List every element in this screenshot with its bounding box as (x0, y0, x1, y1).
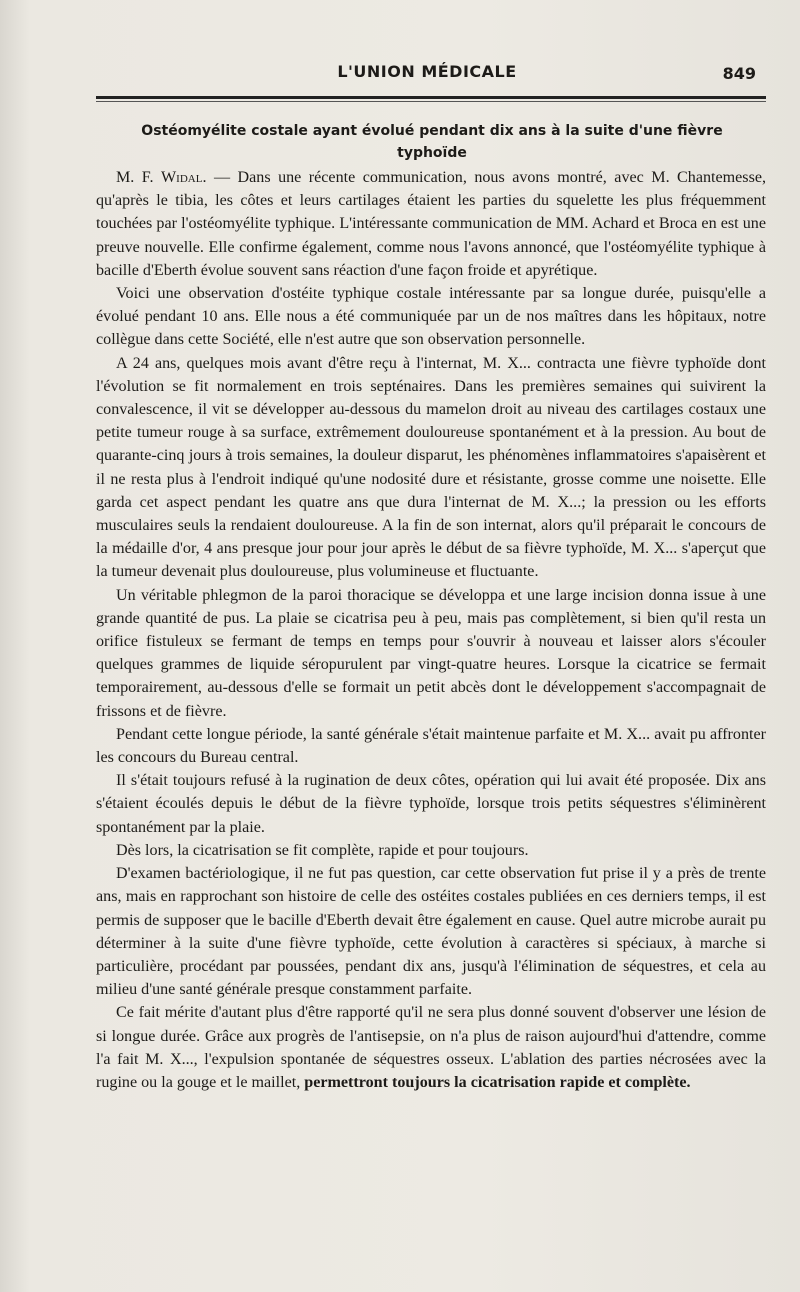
paragraph-4: Un véritable phlegmon de la paroi thoracique se développa et une large incision donna issue à une grande quantité de pus. La plaie se cicatrisa peu à peu, mais pas complètement, si bien qu'il resta un orifice fistuleux se fermant de temps en temps pour s'ouvrir à nouveau et laisser alors s'écouler quelques grammes de liquide séropurulent par vingt-quatre heures. Lorsque la cicatrice se fermait temporairement, au-dessous d'elle se formait un petit abcès dont le développement s'accompagnait de frissons et de fièvre. (96, 586, 766, 720)
paragraph-1 (96, 166, 766, 282)
article-title: Ostéomyélite costale ayant évolué pendant dix ans à la suite d'une fièvre typhoïde (141, 123, 723, 161)
running-header (96, 58, 758, 90)
author-prefix: M. F. (116, 169, 161, 186)
header-rule-thin (96, 101, 766, 102)
header-rule (96, 96, 766, 99)
paragraph-2: Voici une observation d'ostéite typhique costale intéressante par sa longue durée, puisqu'elle a évolué pendant 10 ans. Elle nous a été communiquée par un de nos maîtres dans les hôpitaux, notre collègue dans cette Société, elle n'est autre que son observation personnelle. (96, 285, 766, 349)
paragraph-6: Il s'était toujours refusé à la rugination de deux côtes, opération qui lui avait été proposée. Dix ans s'étaient écoulés depuis le début de la fièvre typhoïde, lorsque trois petits séquestres s'éliminèrent spontanément par la plaie. (96, 772, 766, 836)
paragraph-3: A 24 ans, quelques mois avant d'être reçu à l'internat, M. X... contracta une fièvre typhoïde dont l'évolution se fit normalement en trois septénaires. Dans les premières semaines qui suivirent la convalescence, il vit se développer au-dessous du mamelon droit au niveau des cartilages costaux une petite tumeur rouge à sa surface, extrêmement douloureuse spontanément et à la pression. Au bout de quarante-cinq jours à trois semaines, la douleur disparut, les phénomènes inflammatoires s'apaisèrent et il ne resta plus à l'endroit indiqué qu'une nodosité dure et résistante, grosse comme une noisette. Elle garda cet aspect pendant les quatre ans que dura l'internat de M. X...; la pression ou les efforts musculaires seuls la rendaient douloureuse. A la fin de son internat, alors qu'il préparait le concours de la médaille d'or, 4 ans presque jour pour jour après le début de sa fièvre typhoïde, M. X... s'aperçut que la tumeur devenait plus douloureuse, plus volumineuse et fluctuante. (96, 354, 766, 581)
paragraph-text: Ce fait mérite d'autant plus d'être rapporté qu'il ne sera plus donné souvent d'observer une lésion de si longue durée. Grâce aux progrès de l'antisepsie, on n'a plus de raison aujourd'hui d'attendre, comme l'a fait M. X..., l'expulsion spontanée de séquestres osseux. L'ablation des parties nécrosées avec la rugine ou la gouge et le maillet, (96, 1004, 766, 1091)
journal-title: L'UNION MÉDICALE (337, 62, 517, 81)
paragraph-9 (96, 1001, 766, 1094)
final-clause: permettront toujours la cicatrisation rapide et complète. (304, 1073, 691, 1091)
page-number: 849 (722, 64, 756, 83)
paragraph-7: Dès lors, la cicatrisation se fit complète, rapide et pour toujours. (116, 841, 529, 859)
paragraph-text: — Dans une récente communication, nous avons montré, avec M. Chantemesse, qu'après le tibia, les côtes et leurs cartilages étaient les parties du squelette les plus fréquemment touchées par l'ostéomyélite typhique. L'intéressante communication de MM. Achard et Broca en est une preuve nouvelle. Elle confirme également, comme nous l'avons annoncé, que l'ostéomyélite typhique à bacille d'Eberth évolue souvent sans réaction d'une façon froide et apyrétique. (96, 169, 767, 279)
paragraph-8: D'examen bactériologique, il ne fut pas question, car cette observation fut prise il y a près de trente ans, mais en rapprochant son histoire de celle des ostéites costales publiées en ces derniers temps, il est permis de supposer que le bacille d'Eberth devait être également en cause. Quel autre microbe aurait pu déterminer à la suite d'une fièvre typhoïde, cette évolution à caractères si spéciaux, à marche si particulière, procédant par poussées, pendant dix ans, jusqu'à l'élimination de séquestres, et cela au milieu d'une santé générale presque constamment parfaite. (96, 865, 766, 999)
article-body (96, 166, 766, 1094)
paragraph-5: Pendant cette longue période, la santé générale s'était maintenue parfaite et M. X... avait pu affronter les concours du Bureau central. (96, 725, 766, 767)
author-name: Widal. (160, 169, 207, 186)
